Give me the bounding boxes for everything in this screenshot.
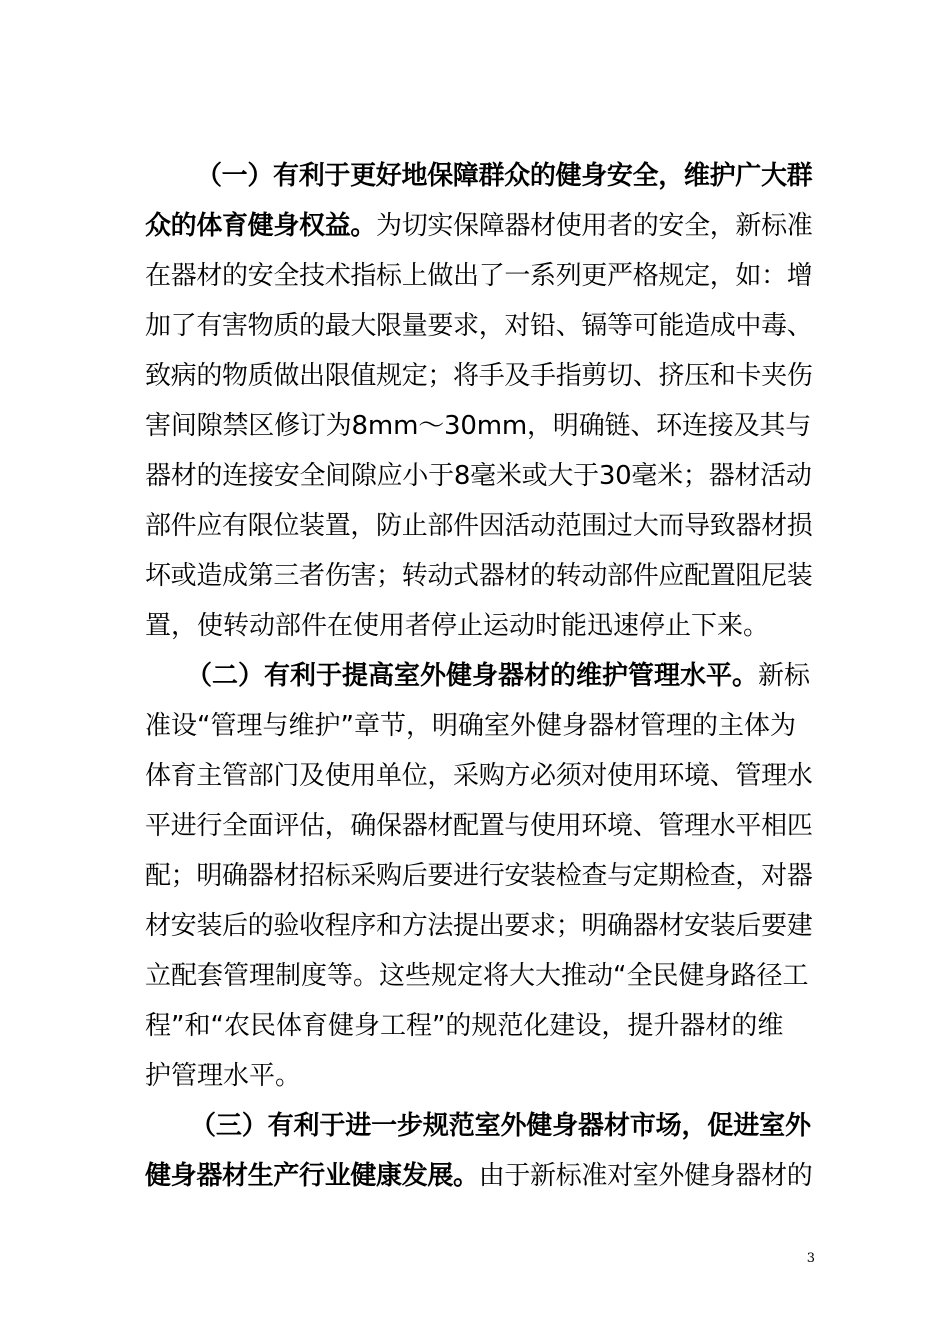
paragraph-2-line-5 [145, 856, 813, 896]
paragraph-1-line-3 [145, 256, 813, 296]
paragraph-3-line-1 [190, 1106, 810, 1146]
paragraph-2-line-3 [145, 756, 813, 796]
text-run: 置，使转动部件在使用者停止运动时能迅速停止下来。 [145, 611, 770, 641]
text-run: 配；明确器材招标采购后要进行安装检查与定期检查，对器 [145, 861, 813, 891]
text-run: 护管理水平。 [145, 1061, 302, 1091]
text-run: 坏或造成第三者伤害；转动式器材的转动部件应配置阻尼装 [145, 561, 813, 591]
paragraph-1-line-7 [145, 456, 810, 496]
text-run: 为切实保障器材使用者的安全，新标准 [376, 211, 813, 241]
text-run: 致病的物质做出限值规定；将手及手指剪切、挤压和卡夹伤 [145, 361, 813, 391]
paragraph-3-line-2 [145, 1156, 813, 1196]
paragraph-1-line-1 [196, 156, 813, 196]
text-run: 准设“管理与维护”章节，明确室外健身器材管理的主体为 [145, 711, 796, 741]
text-run: 材安装后的验收程序和方法提出要求；明确器材安装后要建 [145, 911, 813, 941]
text-run: 体育主管部门及使用单位，采购方必须对使用环境、管理水 [145, 761, 813, 791]
paragraph-2-line-2 [145, 706, 810, 746]
paragraph-3-heading: （三）有利于进一步规范室外健身器材市场，促进室外 [190, 1111, 811, 1141]
paragraph-1-line-5 [145, 356, 813, 396]
paragraph-2-heading: （二）有利于提高室外健身器材的维护管理水平。 [186, 661, 759, 691]
text-run: 部件应有限位装置，防止部件因活动范围过大而导致器材损 [145, 511, 813, 541]
text-run: 立配套管理制度等。这些规定将大大推动“全民健身路径工 [145, 961, 809, 991]
text-run: 新标 [758, 661, 811, 691]
paragraph-2-line-8 [145, 1006, 810, 1046]
page-number: 3 [806, 1251, 815, 1266]
text-run: 害间隙禁区修订为8mm～30mm，明确链、环连接及其与 [145, 411, 812, 441]
paragraph-1-line-10 [145, 606, 810, 646]
paragraph-2-line-4 [145, 806, 813, 846]
text-run: 加了有害物质的最大限量要求，对铅、镉等可能造成中毒、 [145, 311, 813, 341]
paragraph-2-line-9 [145, 1056, 810, 1096]
paragraph-1-heading: （一）有利于更好地保障群众的健身安全，维护广大群 [196, 161, 813, 191]
text-run: 在器材的安全技术指标上做出了一系列更严格规定，如：增 [145, 261, 813, 291]
text-run: 平进行全面评估，确保器材配置与使用环境、管理水平相匹 [145, 811, 813, 841]
text-run: 程”和“农民体育健身工程”的规范化建设，提升器材的维 [145, 1011, 784, 1041]
paragraph-1-line-4 [145, 306, 813, 346]
paragraph-1-line-9 [145, 556, 813, 596]
paragraph-1-line-2 [145, 206, 813, 246]
paragraph-3-heading-end: 健身器材生产行业健康发展。 [145, 1161, 479, 1191]
paragraph-2-line-6 [145, 906, 813, 946]
text-run: 由于新标准对室外健身器材的 [478, 1161, 813, 1191]
paragraph-1-line-8 [145, 506, 813, 546]
paragraph-1-heading-end: 众的体育健身权益。 [145, 211, 377, 241]
paragraph-1-line-6 [145, 406, 810, 446]
paragraph-2-line-7 [145, 956, 810, 996]
paragraph-2-line-1 [186, 656, 810, 696]
text-run: 器材的连接安全间隙应小于8毫米或大于30毫米；器材活动 [145, 461, 812, 491]
